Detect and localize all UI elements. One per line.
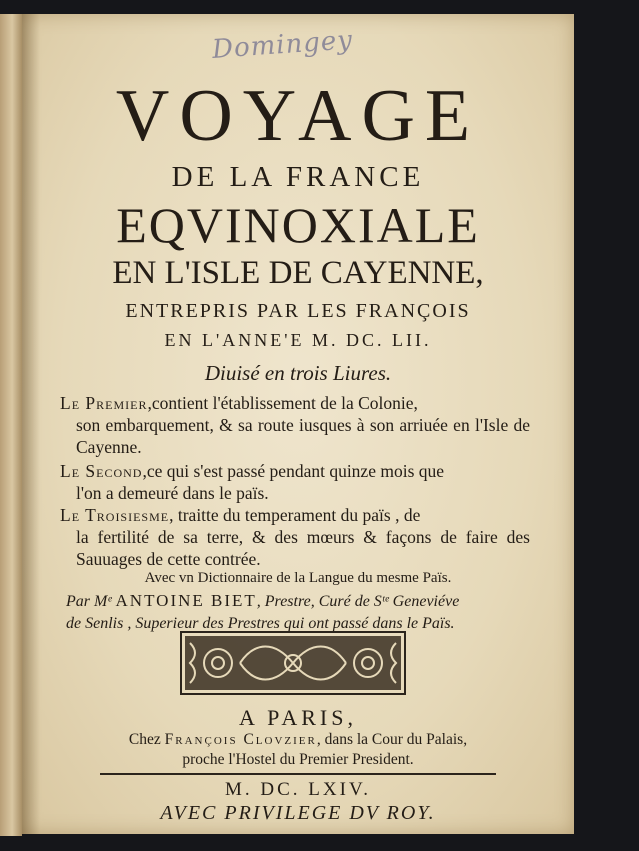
imprint-privilege: AVEC PRIVILEGE DV ROY. — [160, 802, 436, 824]
imprint-date: M. DC. LXIV. — [225, 779, 371, 800]
book-two-text-first: ,ce qui s'est passé pendant quinze mois que — [142, 461, 445, 481]
book-one-description — [60, 392, 530, 458]
imprint-location: , dans la Cour du Palais, — [316, 731, 468, 748]
author-name: ANTOINE BIET — [115, 591, 257, 610]
dictionary-line: Avec vn Dictionnaire de la Langue du mesme Païs. — [144, 570, 452, 586]
imprint-address: proche l'Hostel du Premier President. — [182, 751, 414, 768]
book-two-label: Le Second — [60, 461, 143, 481]
imprint-city: A PARIS, — [238, 705, 357, 730]
book-three-text-first: , traitte du temperament du païs , de — [169, 505, 421, 525]
title-voyage: VOYAGE — [115, 75, 481, 157]
divise-line: Diuisé en trois Liures. — [204, 361, 392, 385]
title-isle-de-cayenne: EN L'ISLE DE CAYENNE, — [112, 255, 484, 291]
book-one-text-rest: son embarquement, & sa route iusques à son arriuée en l'Isle de Cayenne. — [76, 415, 530, 457]
imprint-divider — [100, 773, 496, 775]
book-three-text-rest: la fertilité de sa terre, & des mœurs & façons de faire des Sauuages de cette contrée. — [76, 527, 530, 569]
title-entrepris: ENTREPRIS PAR LES FRANÇOIS — [125, 300, 471, 322]
book-one-text-first: ,contient l'établissement de la Colonie, — [147, 393, 418, 413]
imprint-printer-name: François Clovzier — [164, 731, 317, 748]
book-three-label: Le Troisiesme — [60, 505, 170, 525]
author-line-2: de Senlis , Superieur des Prestres qui ont passé dans le Païs. — [66, 615, 455, 632]
printers-ornament — [180, 631, 406, 695]
book-one-label: Le Premier — [60, 393, 148, 413]
title-page — [22, 14, 574, 834]
author-prefix: Par Mᵉ — [66, 593, 112, 610]
imprint-chez: Chez — [128, 731, 161, 748]
handwritten-annotation: Domingey — [211, 25, 354, 65]
imprint-printer-line — [22, 730, 574, 750]
gutter-shadow — [22, 14, 40, 834]
book-three-description — [60, 504, 530, 570]
author-line-1 — [66, 590, 536, 613]
book-two-description — [60, 460, 530, 504]
title-de-la-france: DE LA FRANCE — [171, 161, 425, 193]
book-left-edge — [0, 14, 22, 836]
title-year: EN L'ANNE'E M. DC. LII. — [164, 330, 432, 350]
title-equinoxiale: EQVINOXIALE — [116, 197, 480, 253]
author-role: , Prestre, Curé de Sᵗᵉ Geneviéve — [256, 593, 460, 610]
book-two-text-rest: l'on a demeuré dans le païs. — [76, 483, 269, 503]
